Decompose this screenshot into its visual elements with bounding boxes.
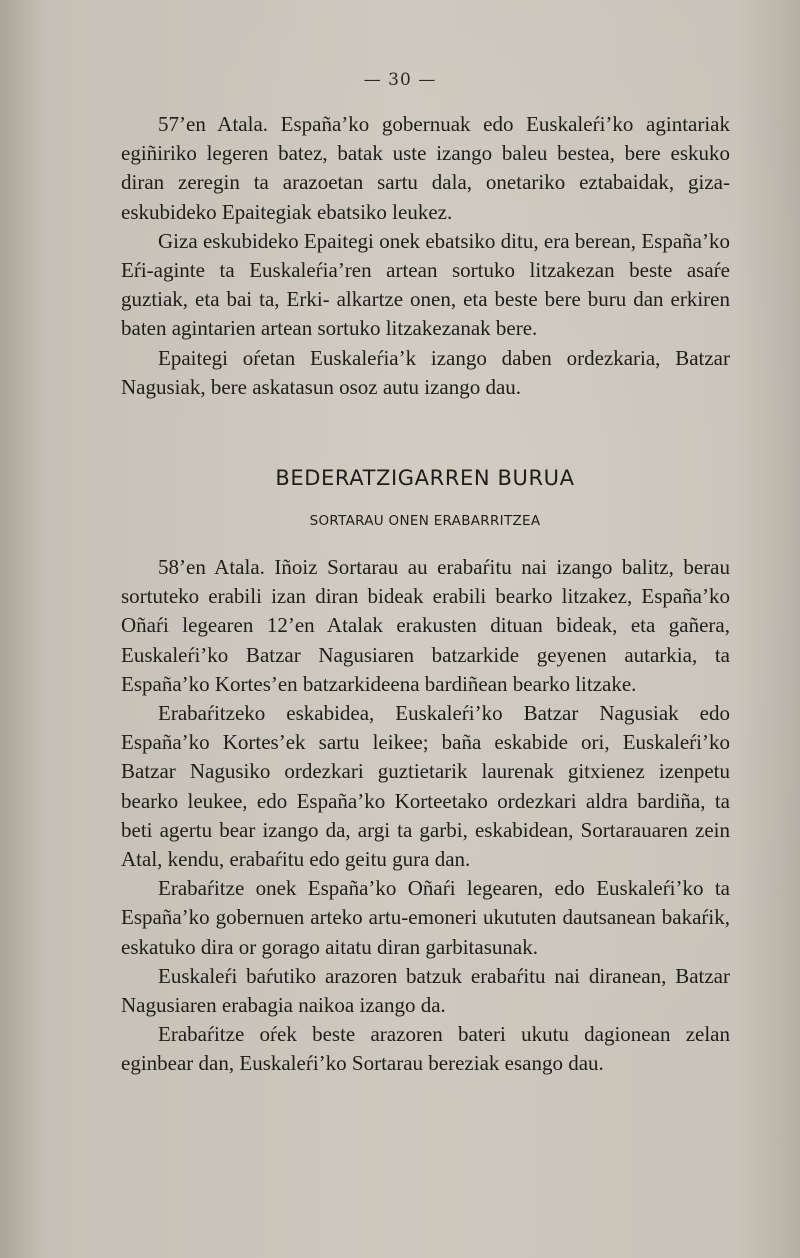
paragraph: Erabaŕitze oŕek beste arazoren bateri ukutu dagionean zelan eginbear dan, Euskaleŕi’ko Sortarau bereziak esango dau. xyxy=(121,1022,730,1076)
paragraph: Erabaŕitze onek España’ko Oñaŕi legearen, edo Euskaleŕi’ko ta España’ko gobernuen arteko artu-emoneri ukututen dautsanean bakaŕik, eskatuko dira or gorago aitatu diran garbitasunak. xyxy=(121,876,730,959)
section-article-57 xyxy=(121,110,730,402)
section-article-58 xyxy=(121,553,730,1079)
paragraph: Giza eskubideko Epaitegi onek ebatsiko ditu, era berean, España’ko Eŕi-aginte ta Euskaleŕia’ren artean sortuko litzakezan beste asaŕe guztiak, eta bai ta, Erki- alkartze onen, eta beste bere buru dan erkiren baten agintarien artean sortuko litzakezanak bere. xyxy=(121,228,730,341)
paragraph: Epaitegi oŕetan Euskaleŕia’k izango daben ordezkaria, Batzar Nagusiak, bere askatasun osoz autu izango dau. xyxy=(121,345,730,399)
paragraph: Euskaleŕi baŕutiko arazoren batzuk erabaŕitu nai diranean, Batzar Nagusiaren erabagia naikoa izango da. xyxy=(121,963,730,1018)
page-number: — 30 — xyxy=(363,70,437,90)
chapter-subtitle: SORTARAU ONEN ERABARRITZEA xyxy=(309,513,541,529)
paragraph: 58’en Atala. Iñoiz Sortarau au erabaŕitu nai izango balitz, berau sortuteko erabili izan diran bideak erabili bearko litzakez, España’ko Oñaŕi legearen 12’en Atalak erakusten dituan bideak, eta gañera, Euskaleŕi’ko Batzar Nagusiaren batzarkide geyenen autarkia, ta España’ko Kortes’en batzarkideena bardiñean bearko litzake. xyxy=(121,555,730,696)
paragraph: 57’en Atala. España’ko gobernuak edo Euskaleŕi’ko agintariak egiñiriko legeren batez, batak uste izango baleu bestea, bere eskuko diran zeregin ta arazoetan sartu dala, onetariko eztabaidak, giza-eskubideko Epaitegiak ebatsiko leukez. xyxy=(121,112,730,224)
paragraph: Erabaŕitzeko eskabidea, Euskaleŕi’ko Batzar Nagusiak edo España’ko Kortes’ek sartu leikee; baña eskabide ori, Euskaleŕi’ko Batzar Nagusiko ordezkari guztietarik laurenak gitxienez izenpetu bearko leukee, edo España’ko Korteetako ordezkari aldra bardiña, ta beti agertu bear izango da, argi ta garbi, eskabidean, Sortarauaren zein Atal, kendu, erabaŕitu edo geitu gura dan. xyxy=(121,701,730,872)
chapter-title: BEDERATZIGARREN BURUA xyxy=(275,466,575,490)
